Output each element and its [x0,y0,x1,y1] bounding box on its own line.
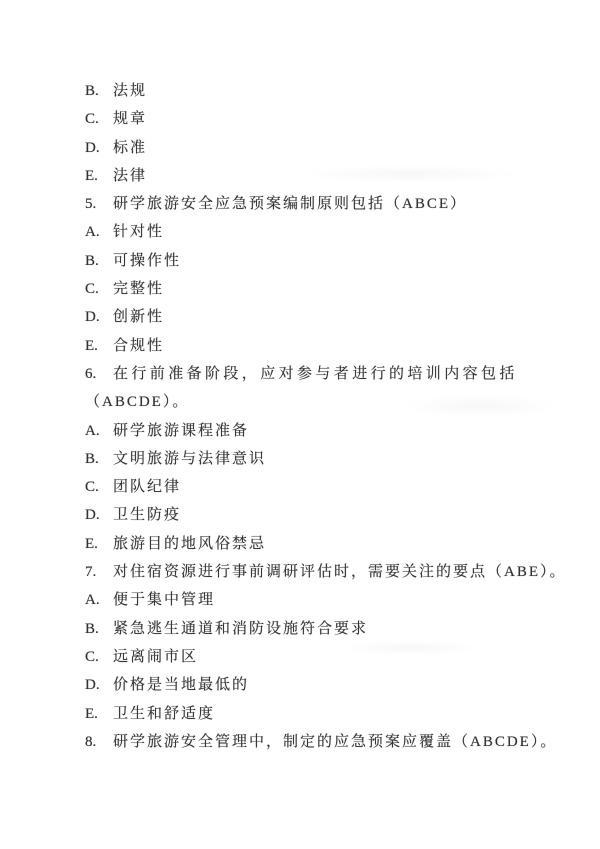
option-line [85,586,545,614]
option-line [85,473,545,501]
question-5-stem [85,190,545,218]
option-text: 卫生防疫 [113,507,182,524]
option-line [85,445,545,473]
option-text: 完整性 [113,281,165,298]
option-line [85,530,545,558]
option-label: E. [85,535,98,552]
option-text: 便于集中管理 [113,592,216,609]
question-6-stem [85,360,545,388]
option-text: 紧急逃生通道和消防设施符合要求 [113,620,369,637]
question-text: 在行前准备阶段，应对参与者进行的培训内容包括 [113,365,518,382]
option-text: 合规性 [113,337,165,354]
option-label: B. [85,450,99,467]
option-text: 旅游目的地风俗禁忌 [113,535,267,552]
option-label: A. [85,592,100,609]
question-number: 8. [85,733,97,750]
option-text: 法规 [113,83,148,99]
option-label: C. [85,111,99,128]
option-label: C. [85,648,99,665]
option-line [85,77,545,105]
option-label: D. [85,309,100,326]
option-line [85,105,545,133]
option-line [85,218,545,246]
option-label: E. [85,705,98,722]
question-7-stem [85,558,567,586]
option-label: A. [85,224,100,241]
option-line [85,700,545,728]
option-label: A. [85,422,100,439]
option-text: 法律 [113,167,148,184]
option-line [85,162,545,190]
option-label: E. [85,337,98,354]
option-line [85,275,545,303]
option-line [85,643,545,671]
option-label: B. [85,83,99,99]
option-line [85,332,545,360]
option-line [85,247,545,275]
option-line [85,303,545,331]
question-list [85,77,567,756]
question-number: 6. [85,365,97,382]
option-label: C. [85,281,99,298]
option-text: 可操作性 [113,252,182,269]
option-label: D. [85,507,100,524]
option-label: C. [85,479,99,496]
option-text: 创新性 [113,309,165,326]
option-text: 规章 [113,111,148,128]
option-label: B. [85,252,99,269]
option-line [85,501,545,529]
option-text: 远离闹市区 [113,648,199,665]
option-text: 文明旅游与法律意识 [113,450,267,467]
option-label: B. [85,620,99,637]
question-text: 研学旅游安全管理中，制定的应急预案应覆盖（ABCDE）。 [113,733,558,750]
option-text: 卫生和舒适度 [113,705,216,722]
option-line [85,615,545,643]
option-label: D. [85,139,100,156]
option-text: 标准 [113,139,148,156]
question-6-stem-continued [85,388,545,416]
question-text: 研学旅游安全应急预案编制原则包括（ABCE） [113,196,468,213]
question-8-stem [85,728,558,756]
option-label: E. [85,167,98,184]
question-number: 7. [85,564,97,581]
option-line [85,417,545,445]
option-line [85,671,545,699]
option-label: D. [85,677,100,694]
option-text: 团队纪律 [113,479,182,496]
question-text: （ABCDE）。 [85,394,190,411]
option-text: 研学旅游课程准备 [113,422,250,439]
option-text: 针对性 [113,224,165,241]
question-text: 对住宿资源进行事前调研评估时，需要关注的要点（ABE）。 [113,564,567,581]
option-line [85,134,545,162]
option-text: 价格是当地最低的 [113,677,250,694]
question-number: 5. [85,196,97,213]
